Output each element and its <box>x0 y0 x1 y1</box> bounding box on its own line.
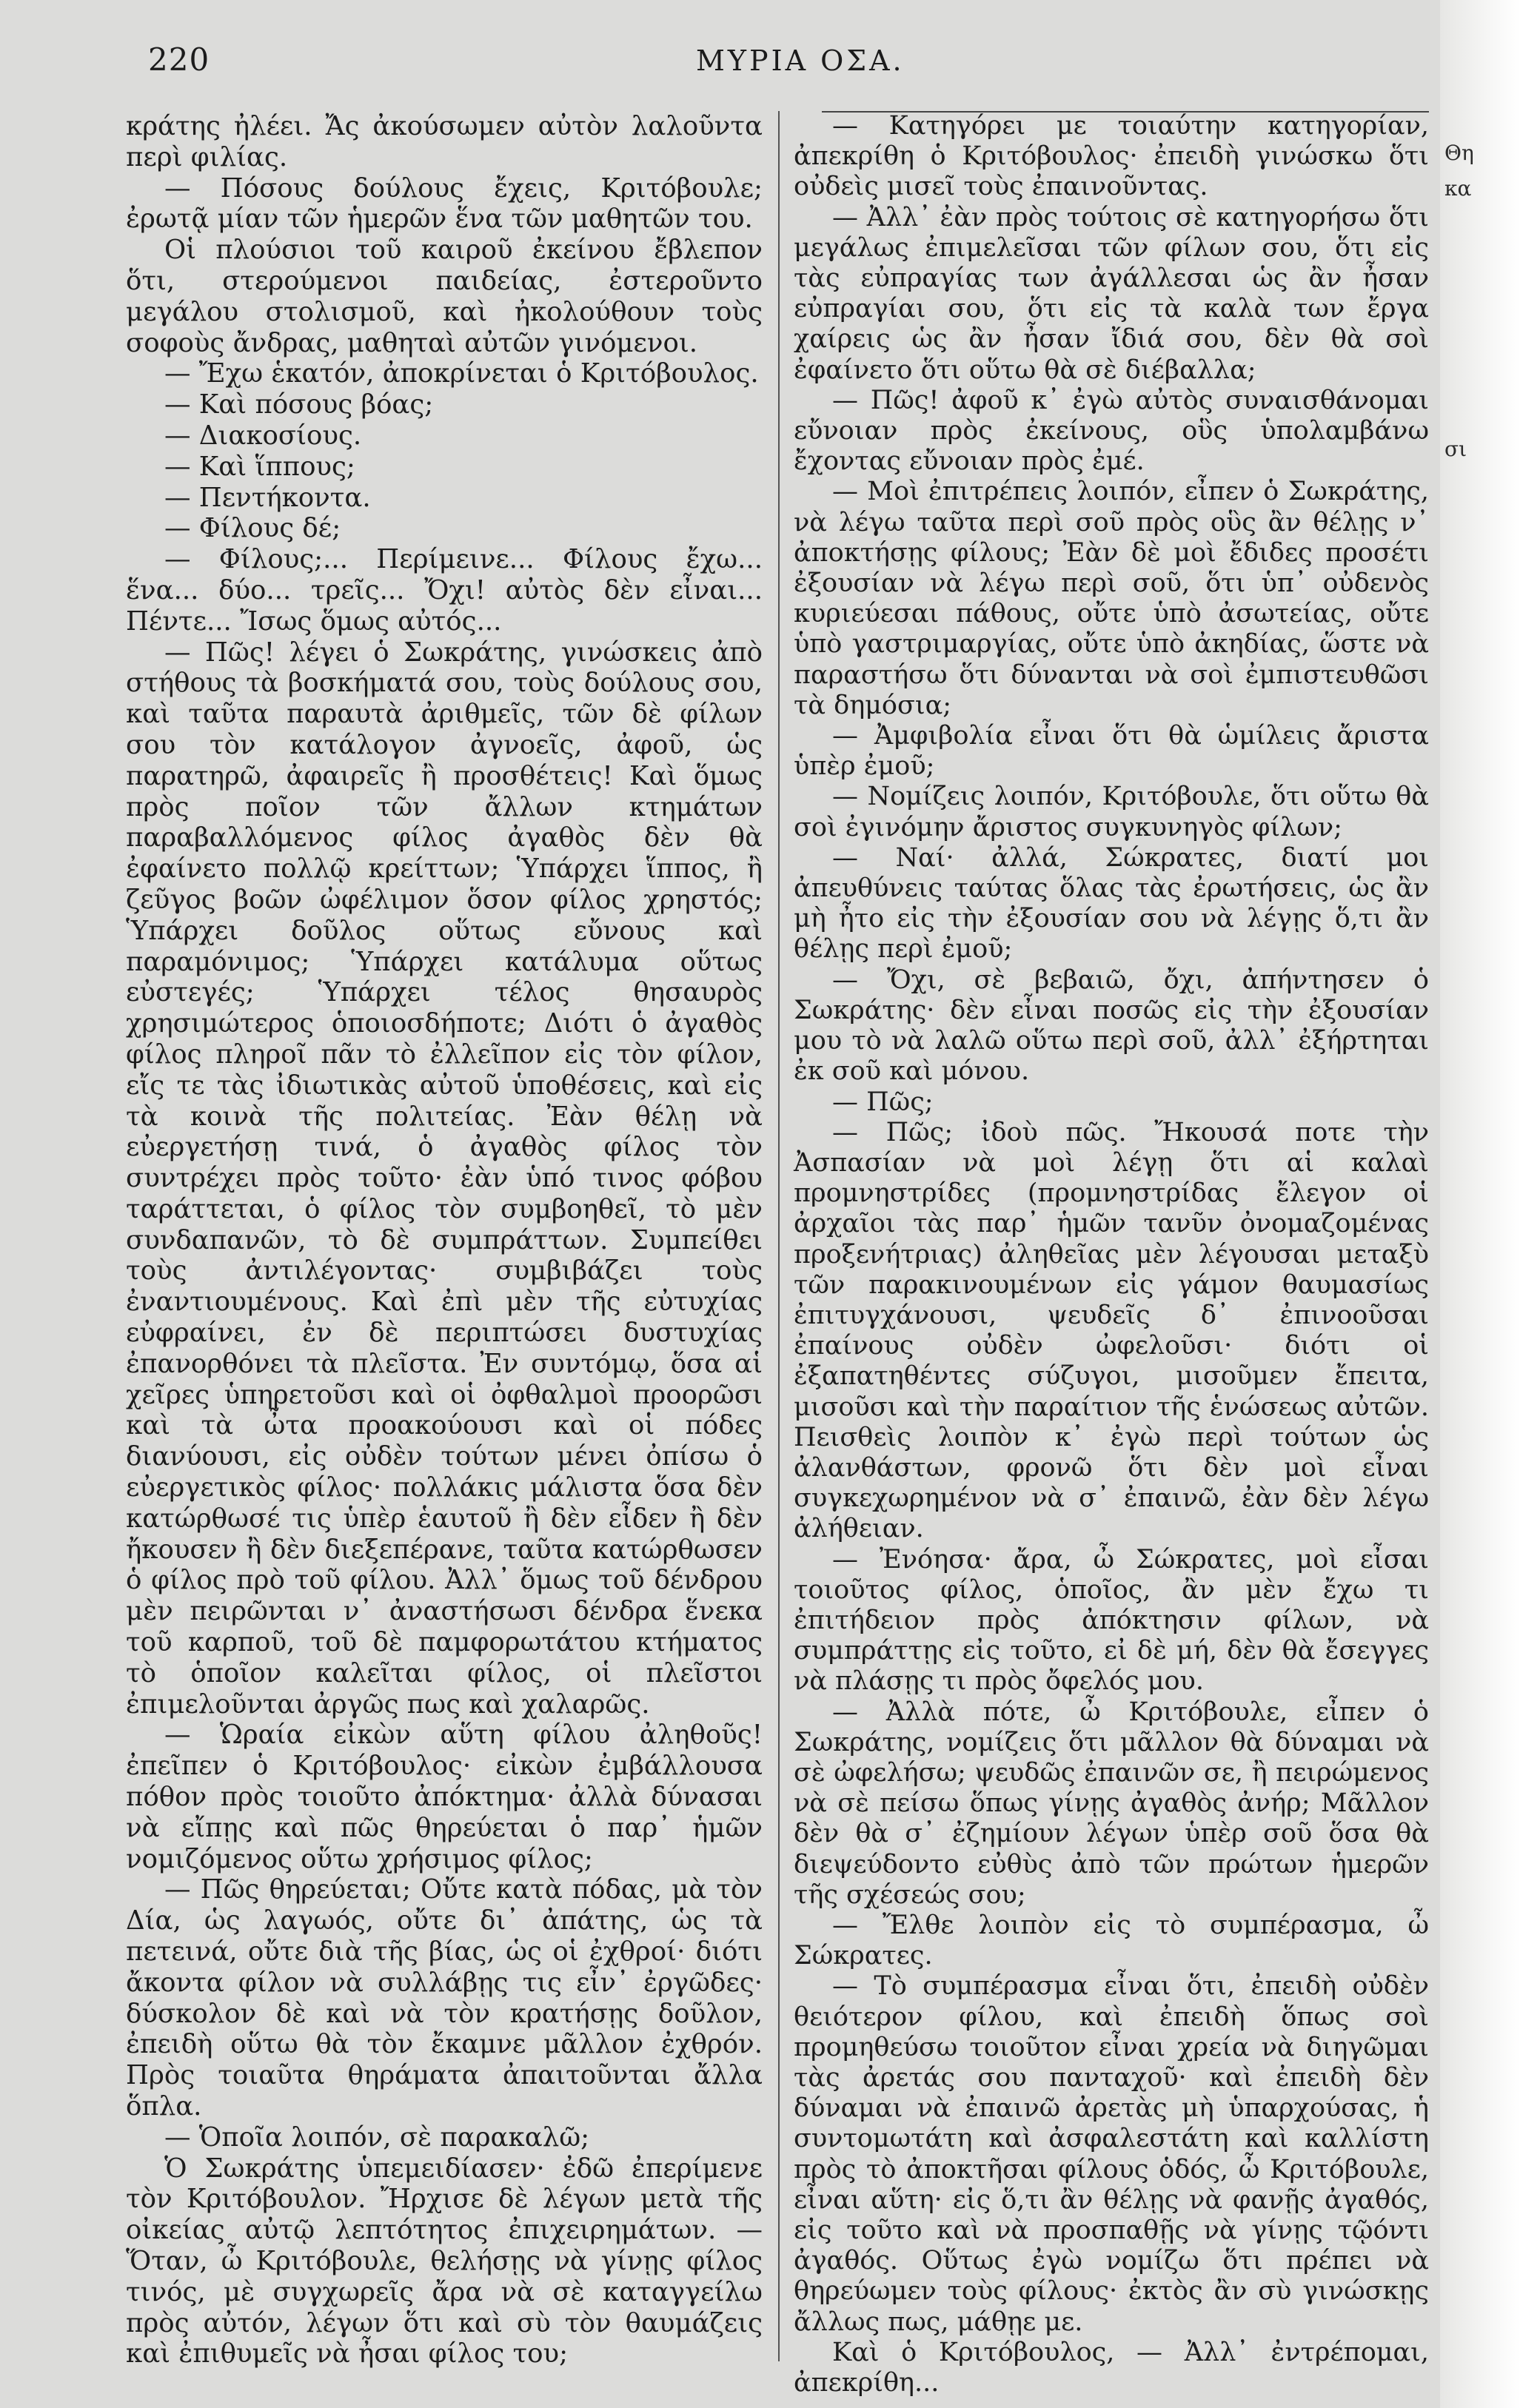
paragraph: Καὶ ὁ Κριτόβουλος, — Ἀλλ᾽ ἐντρέπομαι, ἀπεκρίθη... <box>794 2337 1429 2398</box>
paragraph: — Μοὶ ἐπιτρέπεις λοιπόν, εἶπεν ὁ Σωκράτης, νὰ λέγω ταῦτα περὶ σοῦ πρὸς οὓς ἂν θέλῃς ν᾽ ἀποκτήσῃς φίλους; Ἐὰν δὲ μοὶ ἔδιδες προσέτι ἐξουσίαν νὰ λέγω περὶ σοῦ, ὅτι ὑπ᾽ οὐδενὸς κυριεύεσαι πάθους, οὔτε ὑπὸ ἀσωτείας, οὔτε ὑπὸ γαστριμαργίας, οὔτε ὑπὸ ἀκηδίας, ὥστε νὰ παραστήσω ὅτι δύνανται νὰ σοὶ ἐμπιστευθῶσι τὰ δημόσια; <box>794 477 1429 720</box>
paragraph: — Πόσους δούλους ἔχεις, Κριτόβουλε; ἐρωτᾷ μίαν τῶν ἡμερῶν ἕνα τῶν μαθητῶν του. <box>126 172 763 235</box>
paragraph: — Ἀμφιβολία εἶναι ὅτι θὰ ὡμίλεις ἄριστα ὑπὲρ ἐμοῦ; <box>794 721 1429 782</box>
paragraph: — Κατηγόρει με τοιαύτην κατηγορίαν, ἀπεκρίθη ὁ Κριτόβουλος· ἐπειδὴ γινώσκω ὅτι οὐδεὶς μισεῖ τοὺς ἐπαινοῦντας. <box>794 111 1429 202</box>
right-column <box>794 111 1429 2398</box>
paragraph: — Ἐνόησα· ἄρα, ὦ Σώκρατες, μοὶ εἶσαι τοιοῦτος φίλος, ὁποῖος, ἂν μὲν ἔχω τι ἐπιτήδειον πρὸς ἀπόκτησιν φίλων, νὰ συμπράττῃς εἰς τοῦτο, εἰ δὲ μή, δὲν θὰ ἔσεγγες νὰ πλάσῃς τι πρὸς ὄφελός μου. <box>794 1544 1429 1697</box>
paragraph: — Ἔχω ἑκατόν, ἀποκρίνεται ὁ Κριτόβουλος. <box>164 358 759 389</box>
paragraph: — Πῶς; <box>832 1087 934 1117</box>
paragraph: Ὁ Σωκράτης ὑπεμειδίασεν· ἐδῶ ἐπερίμενε τὸν Κριτόβουλον. Ἤρχισε δὲ λέγων μετὰ τῆς οἰκείας αὐτῷ λεπτότητος ἐπιχειρημάτων. — Ὅταν, ὦ Κριτόβουλε, θελήσῃς νὰ γίνῃς φίλος τινός, μὲ συγχωρεῖς ἄρα νὰ σὲ καταγγείλω πρὸς αὐτόν, λέγων ὅτι καὶ σὺ τὸν θαυμάζεις καὶ ἐπιθυμεῖς νὰ ἦσαι φίλος του; <box>126 2153 763 2370</box>
left-column <box>126 111 763 2398</box>
paragraph: — Πεντήκοντα. <box>164 482 371 513</box>
paragraph: — Ἀλλ᾽ ἐὰν πρὸς τούτοις σὲ κατηγορήσω ὅτι μεγάλως ἐπιμελεῖσαι τῶν φίλων σου, ὅτι εἰς τὰς εὐπραγίας των ἀγάλλεσαι ὡς ἂν ἦσαν εὐπραγίαι σου, ὅτι εἰς τὰ καλὰ των ἔργα χαίρεις ὡς ἂν ἦσαν ἴδιά σου, δὲν θὰ σοὶ ἐφαίνετο ὅτι οὕτω θὰ σὲ διέβαλλα; <box>794 202 1429 385</box>
paragraph: — Διακοσίους. <box>164 420 362 451</box>
paragraph: — Ὡραία εἰκὼν αὕτη φίλου ἀληθοῦς! ἐπεῖπεν ὁ Κριτόβουλος· εἰκὼν ἐμβάλλουσα πόθον πρὸς τοιοῦτο ἀπόκτημα· ἀλλὰ δύνασαι νὰ εἴπῃς καὶ πῶς θηρεύεται ὁ παρ᾽ ἡμῶν νομιζόμενος οὕτω χρήσιμος φίλος; <box>126 1720 763 1874</box>
paragraph: — Ἔλθε λοιπὸν εἰς τὸ συμπέρασμα, ὦ Σώκρατες. <box>794 1910 1429 1971</box>
paragraph: — Καὶ πόσους βόας; <box>164 389 434 420</box>
facing-page-fragment: κα <box>1444 176 1472 201</box>
paragraph: Οἱ πλούσιοι τοῦ καιροῦ ἐκείνου ἔβλεπον ὅτι, στερούμενοι παιδείας, ἐστεροῦντο μεγάλου στολισμοῦ, καὶ ἠκολούθουν τοὺς σοφοὺς ἄνδρας, μαθηταὶ αὐτῶν γινόμενοι. <box>126 235 763 358</box>
paragraph: — Νομίζεις λοιπόν, Κριτόβουλε, ὅτι οὕτω θὰ σοὶ ἐγινόμην ἄριστος συγκυνηγὸς φίλων; <box>794 782 1429 842</box>
paragraph: — Ἀλλὰ πότε, ὦ Κριτόβουλε, εἶπεν ὁ Σωκράτης, νομίζεις ὅτι μᾶλλον θὰ δύναμαι νὰ σὲ ὠφελήσω; ψευδῶς ἐπαινῶν σε, ἢ πειρώμενος νὰ σὲ πείσω ὅπως γίνῃς ἀγαθὸς ἀνήρ; Μᾶλλον δὲν θὰ σ᾽ ἐζημίουν λέγων ὑπὲρ σοῦ ὅσα θὰ διεψεύδοντο εὐθὺς ἀπὸ τῶν πρώτων ἡμερῶν τῆς σχέσεώς σου; <box>794 1697 1429 1910</box>
paragraph: — Πῶς! λέγει ὁ Σωκράτης, γινώσκεις ἀπὸ στήθους τὰ βοσκήματά σου, τοὺς δούλους σου, καὶ ταῦτα παραυτὰ ἀριθμεῖς, τῶν δὲ φίλων σου τὸν κατάλογον ἀγνοεῖς, ἀφοῦ, ὡς παρατηρῶ, ἀφαιρεῖς ἢ προσθέτεις! Καὶ ὅμως πρὸς ποῖον τῶν ἄλλων κτημάτων παραβαλλόμενος φίλος ἀγαθὸς δὲν θὰ ἐφαίνετο πολλῷ κρείττων; Ὑπάρχει ἵππος, ἢ ζεῦγος βοῶν ὠφέλιμον ὅσον φίλος χρηστός; Ὑπάρχει δοῦλος οὕτως εὔνους καὶ παραμόνιμος; Ὑπάρχει κατάλυμα οὕτως εὐστεγές; Ὑπάρχει τέλος θησαυρὸς χρησιμώτερος ὁποιοσδήποτε; Διότι ὁ ἀγαθὸς φίλος πληροῖ πᾶν τὸ ἐλλεῖπον εἰς τὸν φίλον, εἴς τε τὰς ἰδιωτικὰς αὐτοῦ ὑποθέσεις, καὶ εἰς τὰ κοινὰ τῆς πολιτείας. Ἐὰν θέλῃ νὰ εὐεργετήσῃ τινά, ὁ ἀγαθὸς φίλος τὸν συντρέχει πρὸς τοῦτο· ἐὰν ὑπό τινος φόβου ταράττεται, ὁ φίλος τὸν συμβοηθεῖ, τὸ μὲν συνδαπανῶν, τὸ δὲ συμπράττων. Συμπείθει τοὺς ἀντιλέγοντας· συμβιβάζει τοὺς ἐναντιουμένους. Καὶ ἐπὶ μὲν τῆς εὐτυχίας εὐφραίνει, ἐν δὲ περιπτώσει δυστυχίας ἐπανορθόνει τὰ πλεῖστα. Ἐν συντόμῳ, ὅσα αἱ χεῖρες ὑπηρετοῦσι καὶ οἱ ὀφθαλμοὶ προορῶσι καὶ τὰ ὦτα προακούουσι καὶ οἱ πόδες διανύουσι, εἰς οὐδὲν τούτων μένει ὀπίσω ὁ εὐεργετικὸς φίλος· πολλάκις μάλιστα ὅσα δὲν κατώρθωσέ τις ὑπὲρ ἑαυτοῦ ἢ δὲν εἶδεν ἢ δὲν ἤκουσεν ἢ δὲν διεξεπέρανε, ταῦτα κατώρθωσεν ὁ φίλος πρὸ τοῦ φίλου. Ἀλλ᾽ ὅμως τοῦ δένδρου μὲν πειρῶνται ν᾽ ἀναστήσωσι δένδρα ἕνεκα τοῦ καρποῦ, τοῦ δὲ παμφορωτάτου κτήματος τὸ ὁποῖον καλεῖται φίλος, οἱ πλεῖστοι ἐπιμελοῦνται ἀργῶς πως καὶ χαλαρῶς. <box>126 637 763 1720</box>
paragraph: — Φίλους;... Περίμεινε... Φίλους ἔχω... ἕνα... δύο... τρεῖς... Ὄχι! αὐτὸς δὲν εἶναι... Πέντε... Ἴσως ὅμως αὐτός... <box>126 544 763 637</box>
paragraph: — Ὁποῖα λοιπόν, σὲ παρακαλῶ; <box>164 2122 590 2153</box>
paragraph: — Τὸ συμπέρασμα εἶναι ὅτι, ἐπειδὴ οὐδὲν θειότερον φίλου, καὶ ἐπειδὴ ὅπως σοὶ προμηθεύσω τοιοῦτον εἶναι χρεία νὰ διηγῶμαι τὰς ἀρετάς σου πανταχοῦ· καὶ ἐπειδὴ δὲν δύναμαι νὰ ἐπαινῶ ἀρετὰς μὴ ὑπαρχούσας, ἡ συντομωτάτη καὶ ἀσφαλεστάτη καὶ καλλίστη πρὸς τὸ ἀποκτῆσαι φίλους ὁδός, ὦ Κριτόβουλε, εἶναι αὕτη· εἰς ὅ,τι ἂν θέλῃς νὰ φανῇς ἀγαθός, εἰς τοῦτο καὶ νὰ προσπαθῇς νὰ γίνῃς τῷόντι ἀγαθός. Οὕτως ἐγὼ νομίζω ὅτι πρέπει νὰ θηρεύωμεν τοὺς φίλους· ἐκτὸς ἂν σὺ γινώσκῃς ἄλλως πως, μάθῃε με. <box>794 1971 1429 2337</box>
paragraph: — Φίλους δέ; <box>164 513 341 544</box>
column-divider <box>778 111 780 2361</box>
paragraph: — Καὶ ἵππους; <box>164 451 355 482</box>
paragraph: — Πῶς! ἀφοῦ κ᾽ ἐγὼ αὐτὸς συναισθάνομαι εὔνοιαν πρὸς ἐκείνους, οὓς ὑπολαμβάνω ἔχοντας εὔνοιαν πρὸς ἐμέ. <box>794 385 1429 477</box>
running-head: ΜΥΡΙΑ ΟΣΑ. <box>696 44 905 77</box>
paragraph: — Ὄχι, σὲ βεβαιῶ, ὄχι, ἀπήντησεν ὁ Σωκράτης· δὲν εἶναι ποσῶς εἰς τὴν ἐξουσίαν μου τὸ νὰ λαλῶ οὕτω περὶ σοῦ, ἀλλ᾽ ἐξήρτηται ἐκ σοῦ καὶ μόνου. <box>794 965 1429 1087</box>
facing-page-fragment: Θη <box>1444 141 1474 165</box>
facing-page-edge <box>1440 0 1520 2408</box>
page-number: 220 <box>148 41 210 78</box>
paragraph: — Πῶς θηρεύεται; Οὔτε κατὰ πόδας, μὰ τὸν Δία, ὡς λαγωός, οὔτε δι᾽ ἀπάτης, ὡς τὰ πετεινά, οὔτε διὰ τῆς βίας, ὡς οἱ ἐχθροί· διότι ἄκοντα φίλον νὰ συλλάβῃς τις εἶν᾽ ἐργῶδες· δύσκολον δὲ καὶ νὰ τὸν κρατήσῃς δοῦλον, ἐπειδὴ οὕτω θὰ τὸν ἔκαμνε μᾶλλον ἐχθρόν. Πρὸς τοιαῦτα θηράματα ἀπαιτοῦνται ἄλλα ὅπλα. <box>126 1874 763 2122</box>
paragraph: κράτης ἠλέει. Ἄς ἀκούσωμεν αὐτὸν λαλοῦντα περὶ φιλίας. <box>126 111 763 172</box>
paragraph: — Πῶς; ἰδοὺ πῶς. Ἤκουσά ποτε τὴν Ἀσπασίαν νὰ μοὶ λέγῃ ὅτι αἱ καλαὶ προμνηστρίδες (προμνηστρίδας ἔλεγον οἱ ἀρχαῖοι τὰς παρ᾽ ἡμῶν τανῦν ὀνομαζομένας προξενήτριας) ἀληθεῖας μὲν λέγουσαι μεταξὺ τῶν παρακινουμένων εἰς γάμον θαυμασίως ἐπιτυγχάνουσι, ψευδεῖς δ᾽ ἐπινοοῦσαι ἐπαίνους οὐδὲν ὠφελοῦσι· διότι οἱ ἐξαπατηθέντες σύζυγοι, μισοῦμεν ἔπειτα, μισοῦσι καὶ τὴν παραίτιον τῆς ἑνώσεως αὐτῶν. Πεισθεὶς λοιπὸν κ᾽ ἐγὼ περὶ τούτων ὡς ἀλανθάστων, φρονῶ ὅτι δὲν μοὶ εἶναι συγκεχωρημένον νὰ σ᾽ ἐπαινῶ, ἐὰν δὲν λέγω ἀλήθειαν. <box>794 1117 1429 1544</box>
facing-page-fragment: σι <box>1444 437 1467 461</box>
paragraph: — Ναί· ἀλλά, Σώκρατες, διατί μοι ἀπευθύνεις ταύτας ὅλας τὰς ἐρωτήσεις, ὡς ἂν μὴ ἦτο εἰς τὴν ἐξουσίαν σου νὰ λέγῃς ὅ,τι ἂν θέλῃς περὶ ἐμοῦ; <box>794 842 1429 965</box>
